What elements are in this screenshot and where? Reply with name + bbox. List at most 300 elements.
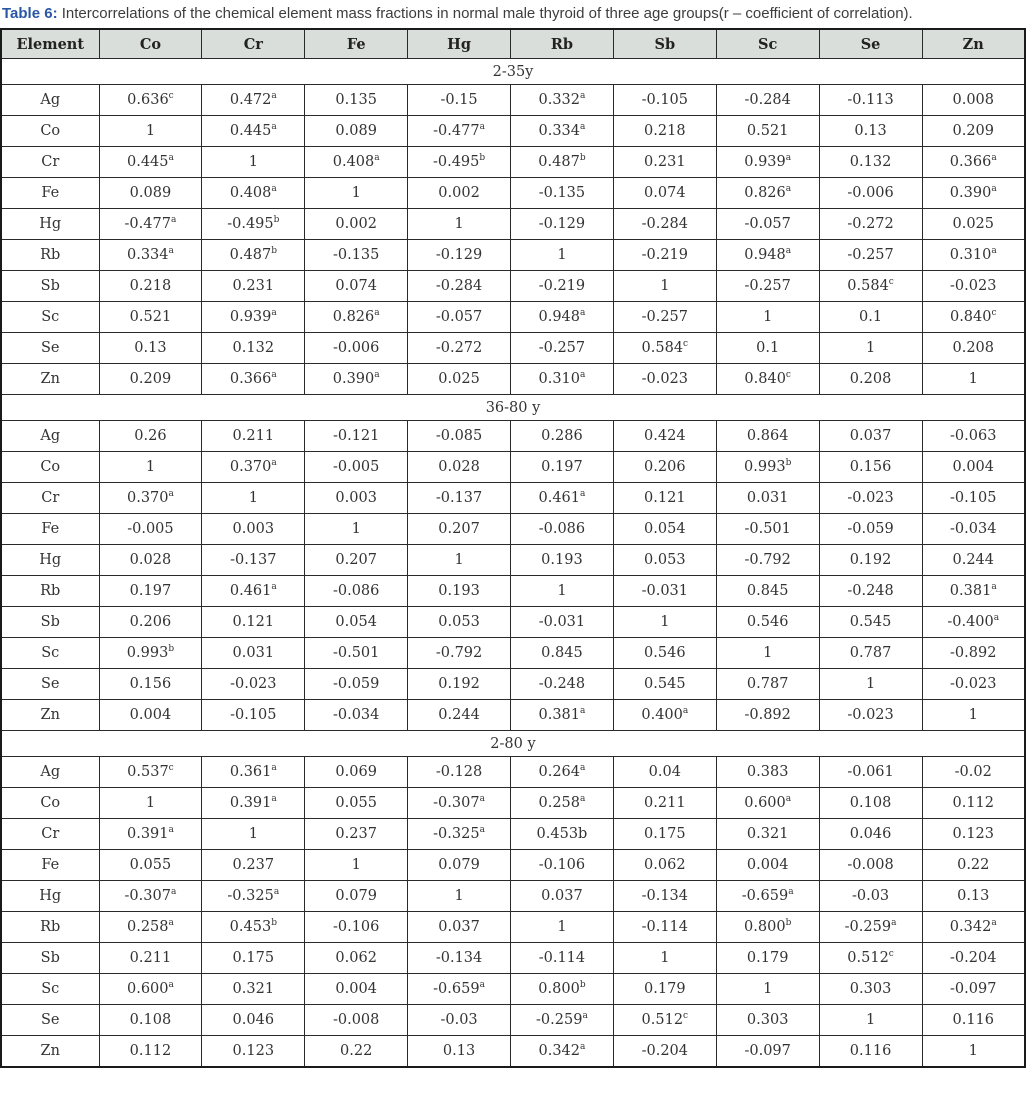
correlation-cell-Fe-Sb: 0.062 (613, 850, 716, 881)
correlation-cell-Ag-Co: 0.636$^c$ (99, 85, 202, 116)
correlation-cell-Zn-Sc: -0.892 (716, 700, 819, 731)
column-header-fe: Fe (305, 29, 408, 59)
correlation-cell-Co-Zn: 0.004 (922, 452, 1025, 483)
correlation-cell-Co-Fe: -0.005 (305, 452, 408, 483)
correlation-cell-Rb-Hg: 0.037 (408, 912, 511, 943)
correlation-cell-Co-Rb: 0.197 (511, 452, 614, 483)
significance-superscript: a (788, 887, 794, 898)
correlation-cell-Se-Cr: 0.046 (202, 1005, 305, 1036)
correlation-cell-Co-Hg: -0.477$^a$ (408, 116, 511, 147)
correlation-cell-Fe-Sc: 0.004 (716, 850, 819, 881)
correlation-cell-Co-Cr: 0.445$^a$ (202, 116, 305, 147)
table-caption-label: Table 6: (2, 5, 58, 22)
row-element-label: Fe (1, 850, 99, 881)
correlation-cell-Sb-Se: 0.584$^c$ (819, 271, 922, 302)
correlation-cell-Sb-Cr: 0.121 (202, 607, 305, 638)
correlation-cell-Fe-Co: 0.055 (99, 850, 202, 881)
correlation-cell-Ag-Se: 0.037 (819, 421, 922, 452)
correlation-cell-Sb-Se: 0.545 (819, 607, 922, 638)
correlation-table (0, 28, 1026, 1068)
significance-superscript: a (374, 370, 380, 381)
significance-superscript: a (580, 763, 586, 774)
row-element-label: Cr (1, 147, 99, 178)
correlation-cell-Co-Cr: 0.370$^a$ (202, 452, 305, 483)
row-element-label: Sb (1, 607, 99, 638)
significance-superscript: a (168, 825, 174, 836)
section-header-row (1, 731, 1025, 757)
correlation-cell-Ag-Hg: -0.085 (408, 421, 511, 452)
correlation-cell-Hg-Rb: 0.037 (511, 881, 614, 912)
correlation-cell-Se-Sc: 0.787 (716, 669, 819, 700)
correlation-cell-Sb-Sc: 0.179 (716, 943, 819, 974)
correlation-cell-Rb-Se: -0.257 (819, 240, 922, 271)
correlation-cell-Cr-Cr: 1 (202, 147, 305, 178)
row-element-label: Se (1, 1005, 99, 1036)
row-element-label: Ag (1, 421, 99, 452)
correlation-cell-Sc-Co: 0.521 (99, 302, 202, 333)
correlation-cell-Sc-Zn: 0.840$^c$ (922, 302, 1025, 333)
section-header-row (1, 59, 1025, 85)
correlation-cell-Rb-Zn: 0.310$^a$ (922, 240, 1025, 271)
significance-superscript: a (479, 122, 485, 133)
significance-superscript: a (991, 184, 997, 195)
correlation-cell-Sb-Fe: 0.074 (305, 271, 408, 302)
correlation-cell-Sb-Rb: -0.114 (511, 943, 614, 974)
correlation-cell-Cr-Hg: -0.325$^a$ (408, 819, 511, 850)
correlation-cell-Hg-Cr: -0.137 (202, 545, 305, 576)
significance-superscript: a (785, 184, 792, 195)
significance-superscript: a (582, 1011, 588, 1022)
correlation-cell-Se-Co: 0.156 (99, 669, 202, 700)
correlation-cell-Ag-Rb: 0.332$^a$ (511, 85, 614, 116)
correlation-cell-Sc-Fe: 0.826$^a$ (305, 302, 408, 333)
correlation-cell-Zn-Cr: -0.105 (202, 700, 305, 731)
correlation-cell-Co-Co: 1 (99, 452, 202, 483)
correlation-cell-Sb-Sc: 0.546 (716, 607, 819, 638)
correlation-cell-Rb-Cr: 0.487$^b$ (202, 240, 305, 271)
row-element-label: Sc (1, 302, 99, 333)
correlation-cell-Ag-Cr: 0.472$^a$ (202, 85, 305, 116)
table-row-2-80y-Cr (1, 819, 1025, 850)
correlation-cell-Sc-Fe: 0.004 (305, 974, 408, 1005)
correlation-cell-Rb-Sb: -0.219 (613, 240, 716, 271)
correlation-cell-Se-Cr: 0.132 (202, 333, 305, 364)
correlation-cell-Cr-Sc: 0.939$^a$ (716, 147, 819, 178)
correlation-cell-Cr-Co: 0.370$^a$ (99, 483, 202, 514)
row-element-label: Sc (1, 974, 99, 1005)
row-element-label: Hg (1, 545, 99, 576)
correlation-cell-Se-Se: 1 (819, 669, 922, 700)
correlation-cell-Zn-Fe: 0.22 (305, 1036, 408, 1068)
correlation-cell-Se-Sb: 0.584$^c$ (613, 333, 716, 364)
table-row-2-80y-Sb (1, 943, 1025, 974)
correlation-cell-Fe-Sb: 0.074 (613, 178, 716, 209)
table-row-2-80y-Rb (1, 912, 1025, 943)
significance-superscript: a (991, 582, 997, 593)
row-element-label: Zn (1, 1036, 99, 1068)
correlation-cell-Fe-Sc: -0.501 (716, 514, 819, 545)
correlation-cell-Ag-Zn: -0.063 (922, 421, 1025, 452)
column-header-sb: Sb (613, 29, 716, 59)
correlation-cell-Se-Zn: 0.208 (922, 333, 1025, 364)
correlation-cell-Ag-Fe: 0.135 (305, 85, 408, 116)
correlation-cell-Sb-Rb: -0.219 (511, 271, 614, 302)
correlation-cell-Sb-Sb: 1 (613, 943, 716, 974)
table-row-36-80y-Sb (1, 607, 1025, 638)
correlation-cell-Fe-Cr: 0.408$^a$ (202, 178, 305, 209)
significance-superscript: c (683, 1011, 689, 1022)
row-element-label: Cr (1, 819, 99, 850)
significance-superscript: a (271, 184, 277, 195)
correlation-cell-Co-Sc: 0.600$^a$ (716, 788, 819, 819)
correlation-cell-Zn-Rb: 0.342$^a$ (511, 1036, 614, 1068)
significance-superscript: a (271, 794, 277, 805)
correlation-cell-Sb-Co: 0.206 (99, 607, 202, 638)
correlation-cell-Sc-Sc: 1 (716, 302, 819, 333)
column-header-se: Se (819, 29, 922, 59)
correlation-cell-Fe-Cr: 0.237 (202, 850, 305, 881)
table-row-36-80y-Zn (1, 700, 1025, 731)
correlation-cell-Hg-Fe: 0.079 (305, 881, 408, 912)
row-element-label: Rb (1, 576, 99, 607)
table-row-2-80y-Sc (1, 974, 1025, 1005)
correlation-cell-Sc-Co: 0.600$^a$ (99, 974, 202, 1005)
correlation-cell-Rb-Rb: 1 (511, 240, 614, 271)
correlation-cell-Ag-Zn: -0.02 (922, 757, 1025, 788)
row-element-label: Rb (1, 240, 99, 271)
significance-superscript: b (273, 215, 280, 226)
table-row-36-80y-Co (1, 452, 1025, 483)
significance-superscript: a (479, 794, 485, 805)
correlation-cell-Ag-Hg: -0.128 (408, 757, 511, 788)
correlation-cell-Cr-Se: -0.023 (819, 483, 922, 514)
correlation-cell-Sb-Co: 0.218 (99, 271, 202, 302)
correlation-cell-Ag-Sb: 0.04 (613, 757, 716, 788)
correlation-cell-Cr-Rb: 0.461$^a$ (511, 483, 614, 514)
correlation-cell-Se-Se: 1 (819, 1005, 922, 1036)
correlation-cell-Rb-Co: 0.334$^a$ (99, 240, 202, 271)
correlation-cell-Ag-Fe: 0.069 (305, 757, 408, 788)
column-header-rb: Rb (511, 29, 614, 59)
correlation-cell-Zn-Co: 0.112 (99, 1036, 202, 1068)
significance-superscript: a (271, 308, 277, 319)
correlation-cell-Sc-Sc: 1 (716, 974, 819, 1005)
correlation-cell-Ag-Se: -0.061 (819, 757, 922, 788)
correlation-cell-Cr-Fe: 0.003 (305, 483, 408, 514)
correlation-cell-Rb-Sc: 0.948$^a$ (716, 240, 819, 271)
table-row-2-80y-Ag (1, 757, 1025, 788)
correlation-cell-Hg-Sc: -0.057 (716, 209, 819, 240)
correlation-cell-Rb-Hg: 0.193 (408, 576, 511, 607)
table-row-36-80y-Sc (1, 638, 1025, 669)
correlation-cell-Fe-Se: -0.008 (819, 850, 922, 881)
correlation-cell-Fe-Zn: 0.22 (922, 850, 1025, 881)
correlation-cell-Hg-Cr: -0.325$^a$ (202, 881, 305, 912)
correlation-cell-Cr-Sc: 0.321 (716, 819, 819, 850)
row-element-label: Se (1, 669, 99, 700)
correlation-cell-Sc-Cr: 0.031 (202, 638, 305, 669)
correlation-cell-Zn-Zn: 1 (922, 364, 1025, 395)
table-row-2-80y-Zn (1, 1036, 1025, 1068)
significance-superscript: a (273, 887, 280, 898)
correlation-cell-Cr-Se: 0.132 (819, 147, 922, 178)
correlation-cell-Co-Sc: 0.521 (716, 116, 819, 147)
table-row-36-80y-Fe (1, 514, 1025, 545)
significance-superscript: a (271, 370, 277, 381)
correlation-cell-Co-Fe: 0.055 (305, 788, 408, 819)
correlation-cell-Cr-Co: 0.391$^a$ (99, 819, 202, 850)
correlation-cell-Zn-Sc: 0.840$^c$ (716, 364, 819, 395)
correlation-cell-Rb-Cr: 0.461$^a$ (202, 576, 305, 607)
significance-superscript: a (271, 458, 277, 469)
correlation-cell-Zn-Sb: 0.400$^a$ (613, 700, 716, 731)
correlation-cell-Cr-Fe: 0.237 (305, 819, 408, 850)
table-row-36-80y-Cr (1, 483, 1025, 514)
correlation-cell-Ag-Rb: 0.264$^a$ (511, 757, 614, 788)
significance-superscript: a (374, 308, 380, 319)
correlation-cell-Se-Sb: 0.545 (613, 669, 716, 700)
significance-superscript: a (271, 582, 277, 593)
correlation-cell-Zn-Hg: 0.13 (408, 1036, 511, 1068)
column-header-hg: Hg (408, 29, 511, 59)
correlation-cell-Sc-Co: 0.993$^b$ (99, 638, 202, 669)
table-header (1, 29, 1025, 59)
column-header-cr: Cr (202, 29, 305, 59)
correlation-cell-Sc-Sc: 1 (716, 638, 819, 669)
correlation-cell-Zn-Fe: -0.034 (305, 700, 408, 731)
correlation-cell-Sb-Co: 0.211 (99, 943, 202, 974)
correlation-cell-Fe-Co: 0.089 (99, 178, 202, 209)
correlation-cell-Co-Co: 1 (99, 788, 202, 819)
correlation-cell-Hg-Rb: 0.193 (511, 545, 614, 576)
correlation-cell-Co-Sb: 0.218 (613, 116, 716, 147)
correlation-cell-Rb-Sc: 0.845 (716, 576, 819, 607)
correlation-cell-Ag-Co: 0.26 (99, 421, 202, 452)
correlation-cell-Se-Rb: -0.248 (511, 669, 614, 700)
row-element-label: Hg (1, 209, 99, 240)
correlation-cell-Cr-Hg: -0.137 (408, 483, 511, 514)
correlation-cell-Ag-Hg: -0.15 (408, 85, 511, 116)
row-element-label: Sb (1, 943, 99, 974)
correlation-cell-Cr-Se: 0.046 (819, 819, 922, 850)
table-row-2-35y-Fe (1, 178, 1025, 209)
table-header-row (1, 29, 1025, 59)
correlation-cell-Cr-Sb: 0.231 (613, 147, 716, 178)
correlation-cell-Se-Fe: -0.006 (305, 333, 408, 364)
correlation-cell-Hg-Hg: 1 (408, 881, 511, 912)
correlation-cell-Hg-Co: -0.307$^a$ (99, 881, 202, 912)
correlation-cell-Cr-Sb: 0.175 (613, 819, 716, 850)
correlation-cell-Sc-Se: 0.303 (819, 974, 922, 1005)
significance-superscript: a (991, 246, 997, 257)
significance-superscript: a (168, 246, 174, 257)
table-row-2-35y-Co (1, 116, 1025, 147)
correlation-cell-Zn-Cr: 0.123 (202, 1036, 305, 1068)
correlation-cell-Se-Rb: -0.257 (511, 333, 614, 364)
correlation-cell-Fe-Rb: -0.106 (511, 850, 614, 881)
significance-superscript: a (785, 153, 792, 164)
correlation-cell-Sb-Zn: -0.204 (922, 943, 1025, 974)
significance-superscript: c (168, 91, 174, 102)
correlation-cell-Co-Se: 0.13 (819, 116, 922, 147)
correlation-cell-Zn-Sb: -0.023 (613, 364, 716, 395)
significance-superscript: c (168, 763, 174, 774)
correlation-cell-Co-Cr: 0.391$^a$ (202, 788, 305, 819)
significance-superscript: a (580, 794, 586, 805)
correlation-cell-Co-Se: 0.156 (819, 452, 922, 483)
significance-superscript: a (991, 918, 997, 929)
table-row-36-80y-Rb (1, 576, 1025, 607)
correlation-cell-Rb-Sc: 0.800$^b$ (716, 912, 819, 943)
row-element-label: Ag (1, 85, 99, 116)
correlation-cell-Sb-Cr: 0.231 (202, 271, 305, 302)
correlation-cell-Co-Rb: 0.258$^a$ (511, 788, 614, 819)
correlation-cell-Zn-Se: -0.023 (819, 700, 922, 731)
correlation-cell-Rb-Fe: -0.086 (305, 576, 408, 607)
correlation-cell-Se-Zn: -0.023 (922, 669, 1025, 700)
correlation-cell-Ag-Sc: 0.383 (716, 757, 819, 788)
correlation-cell-Zn-Cr: 0.366$^a$ (202, 364, 305, 395)
significance-superscript: b (271, 246, 277, 257)
correlation-cell-Rb-Co: 0.197 (99, 576, 202, 607)
correlation-cell-Ag-Se: -0.113 (819, 85, 922, 116)
table-row-2-35y-Hg (1, 209, 1025, 240)
significance-superscript: a (170, 215, 177, 226)
row-element-label: Ag (1, 757, 99, 788)
column-header-co: Co (99, 29, 202, 59)
correlation-cell-Se-Co: 0.108 (99, 1005, 202, 1036)
table-row-2-35y-Sb (1, 271, 1025, 302)
correlation-cell-Sc-Se: 0.787 (819, 638, 922, 669)
table-row-36-80y-Se (1, 669, 1025, 700)
correlation-cell-Hg-Rb: -0.129 (511, 209, 614, 240)
correlation-cell-Fe-Hg: 0.002 (408, 178, 511, 209)
correlation-cell-Zn-Sc: -0.097 (716, 1036, 819, 1068)
correlation-cell-Co-Sb: 0.206 (613, 452, 716, 483)
significance-superscript: a (991, 153, 997, 164)
correlation-cell-Fe-Fe: 1 (305, 514, 408, 545)
correlation-cell-Fe-Cr: 0.003 (202, 514, 305, 545)
correlation-cell-Sb-Cr: 0.175 (202, 943, 305, 974)
correlation-cell-Ag-Cr: 0.211 (202, 421, 305, 452)
correlation-cell-Rb-Sb: -0.031 (613, 576, 716, 607)
section-header-36-80y: 36-80 y (1, 395, 1025, 421)
correlation-cell-Cr-Zn: -0.105 (922, 483, 1025, 514)
significance-superscript: b (579, 980, 586, 991)
correlation-cell-Fe-Zn: -0.034 (922, 514, 1025, 545)
significance-superscript: a (168, 918, 174, 929)
correlation-cell-Sc-Hg: -0.792 (408, 638, 511, 669)
correlation-cell-Se-Cr: -0.023 (202, 669, 305, 700)
correlation-cell-Co-Co: 1 (99, 116, 202, 147)
row-element-label: Sc (1, 638, 99, 669)
significance-superscript: a (785, 246, 792, 257)
section-header-2-35y: 2-35y (1, 59, 1025, 85)
correlation-cell-Sb-Zn: -0.400$^a$ (922, 607, 1025, 638)
significance-superscript: b (168, 644, 175, 655)
correlation-cell-Rb-Hg: -0.129 (408, 240, 511, 271)
correlation-cell-Rb-Fe: -0.135 (305, 240, 408, 271)
correlation-cell-Sb-Hg: -0.134 (408, 943, 511, 974)
correlation-cell-Ag-Sb: -0.105 (613, 85, 716, 116)
correlation-cell-Cr-Zn: 0.366$^a$ (922, 147, 1025, 178)
correlation-cell-Sb-Sb: 1 (613, 607, 716, 638)
correlation-cell-Rb-Cr: 0.453$^b$ (202, 912, 305, 943)
correlation-cell-Fe-Sb: 0.054 (613, 514, 716, 545)
correlation-cell-Hg-Zn: 0.244 (922, 545, 1025, 576)
row-element-label: Co (1, 452, 99, 483)
correlation-cell-Sb-Hg: 0.053 (408, 607, 511, 638)
correlation-cell-Zn-Rb: 0.310$^a$ (511, 364, 614, 395)
correlation-cell-Sb-Fe: 0.062 (305, 943, 408, 974)
significance-superscript: b (785, 458, 792, 469)
correlation-cell-Fe-Fe: 1 (305, 178, 408, 209)
table-row-2-80y-Fe (1, 850, 1025, 881)
correlation-cell-Co-Hg: -0.307$^a$ (408, 788, 511, 819)
significance-superscript: b (785, 918, 792, 929)
correlation-cell-Se-Fe: -0.059 (305, 669, 408, 700)
correlation-cell-Cr-Rb: 0.487$^b$ (511, 147, 614, 178)
significance-superscript: a (479, 980, 485, 991)
correlation-cell-Hg-Zn: 0.025 (922, 209, 1025, 240)
correlation-cell-Sc-Hg: -0.057 (408, 302, 511, 333)
correlation-cell-Zn-Sb: -0.204 (613, 1036, 716, 1068)
correlation-cell-Hg-Zn: 0.13 (922, 881, 1025, 912)
correlation-cell-Sb-Sc: -0.257 (716, 271, 819, 302)
table-row-36-80y-Hg (1, 545, 1025, 576)
row-element-label: Hg (1, 881, 99, 912)
correlation-cell-Sc-Rb: 0.845 (511, 638, 614, 669)
correlation-cell-Fe-Hg: 0.079 (408, 850, 511, 881)
significance-superscript: a (580, 1042, 586, 1053)
correlation-cell-Ag-Co: 0.537$^c$ (99, 757, 202, 788)
column-header-sc: Sc (716, 29, 819, 59)
correlation-cell-Fe-Se: -0.006 (819, 178, 922, 209)
row-element-label: Co (1, 116, 99, 147)
correlation-cell-Sc-Cr: 0.321 (202, 974, 305, 1005)
correlation-cell-Co-Hg: 0.028 (408, 452, 511, 483)
correlation-cell-Hg-Sb: -0.134 (613, 881, 716, 912)
significance-superscript: a (168, 980, 174, 991)
correlation-cell-Zn-Zn: 1 (922, 700, 1025, 731)
correlation-cell-Hg-Se: -0.03 (819, 881, 922, 912)
correlation-cell-Fe-Co: -0.005 (99, 514, 202, 545)
row-element-label: Co (1, 788, 99, 819)
significance-superscript: b (479, 153, 486, 164)
correlation-cell-Rb-Co: 0.258$^a$ (99, 912, 202, 943)
correlation-cell-Co-Rb: 0.334$^a$ (511, 116, 614, 147)
correlation-cell-Fe-Hg: 0.207 (408, 514, 511, 545)
correlation-cell-Sb-Zn: -0.023 (922, 271, 1025, 302)
table-row-2-80y-Hg (1, 881, 1025, 912)
significance-superscript: a (993, 613, 1000, 624)
significance-superscript: a (271, 122, 277, 133)
correlation-cell-Rb-Rb: 1 (511, 576, 614, 607)
correlation-cell-Se-Fe: -0.008 (305, 1005, 408, 1036)
correlation-cell-Fe-Se: -0.059 (819, 514, 922, 545)
correlation-cell-Hg-Se: -0.272 (819, 209, 922, 240)
significance-superscript: b (271, 918, 277, 929)
correlation-cell-Ag-Zn: 0.008 (922, 85, 1025, 116)
correlation-cell-Co-Se: 0.108 (819, 788, 922, 819)
correlation-cell-Zn-Se: 0.116 (819, 1036, 922, 1068)
correlation-cell-Ag-Fe: -0.121 (305, 421, 408, 452)
correlation-cell-Zn-Hg: 0.025 (408, 364, 511, 395)
correlation-cell-Zn-Rb: 0.381$^a$ (511, 700, 614, 731)
table-row-2-80y-Se (1, 1005, 1025, 1036)
correlation-cell-Cr-Rb: 0.453b (511, 819, 614, 850)
correlation-cell-Se-Sc: 0.303 (716, 1005, 819, 1036)
